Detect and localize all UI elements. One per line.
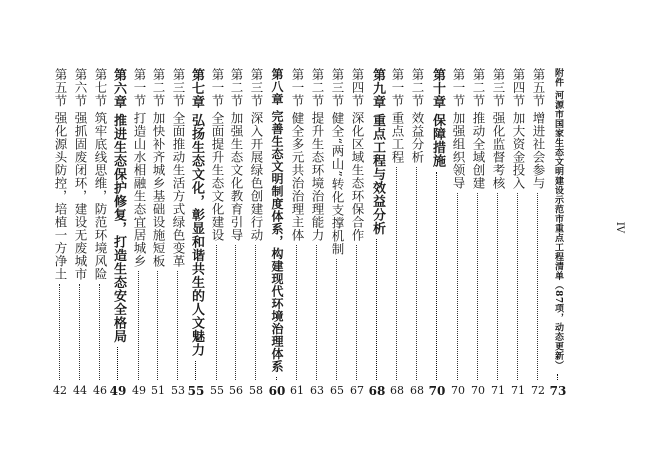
dot-leader <box>376 239 377 380</box>
toc-section-entry <box>90 68 110 400</box>
toc-entry-title: 第四节 深化区域生态环保合作 <box>350 68 365 242</box>
toc-entry-title: 第一节 加强组织领导 <box>451 68 466 190</box>
toc-entry-title: 第一节 健全多元共治治理主体 <box>290 68 305 242</box>
toc-section-entry <box>407 68 427 400</box>
toc-entry-title: 第二节 加快补齐城乡基础设施短板 <box>151 68 166 268</box>
toc-entry-title: 第一节 打造山水相融生态宜居城乡 <box>132 68 147 268</box>
toc-entry-page: 68 <box>368 384 386 398</box>
toc-entry-page: 58 <box>249 384 263 397</box>
dot-leader <box>356 245 357 380</box>
dot-leader <box>537 193 538 380</box>
toc-entry-title: 第四节 加大资金投入 <box>511 68 526 190</box>
dot-leader <box>517 193 518 380</box>
toc-entry-page: 65 <box>330 384 344 397</box>
toc-section-entry <box>70 68 90 400</box>
toc-chapter-entry <box>186 68 206 400</box>
toc-entry-title: 第二节 效益分析 <box>410 68 425 164</box>
toc-chapter-entry <box>427 68 447 400</box>
dot-leader <box>336 259 337 380</box>
toc-entry-page: 42 <box>53 384 67 397</box>
toc-section-entry <box>528 68 548 400</box>
toc-section-entry <box>387 68 407 400</box>
toc-entry-title: 第三节 强化监督考核 <box>491 68 506 190</box>
page-number: IV <box>614 221 626 234</box>
toc-entry-page: 72 <box>531 384 545 397</box>
toc-section-entry <box>50 68 70 400</box>
toc-entry-title: 第三节 全面推动生活方式绿色变革 <box>171 68 186 268</box>
toc-entry-page: 71 <box>491 384 505 397</box>
toc-entry-page: 55 <box>210 384 224 397</box>
toc-section-entry <box>287 68 307 400</box>
dot-leader <box>177 271 178 380</box>
toc-entry-page: 67 <box>350 384 364 397</box>
toc-section-entry <box>448 68 468 400</box>
dot-leader <box>235 245 236 380</box>
toc-section-entry <box>207 68 227 400</box>
dot-leader <box>216 245 217 380</box>
toc-chapter-entry <box>108 68 128 400</box>
toc-entry-page: 56 <box>229 384 243 397</box>
dot-leader <box>59 284 60 380</box>
toc-section-entry <box>246 68 266 400</box>
toc-entry-page: 73 <box>549 384 567 398</box>
dot-leader <box>396 167 397 380</box>
toc-entry-title: 第五节 增进社会参与 <box>531 68 546 190</box>
toc-entry-page: 68 <box>390 384 404 397</box>
dot-leader <box>157 271 158 380</box>
toc-entry-title: 第七章 弘扬生态文化，彰显和谐共生的人文魅力 <box>189 68 204 357</box>
dot-leader <box>416 167 417 380</box>
toc-chapter-entry <box>548 68 568 400</box>
dot-leader <box>79 284 80 380</box>
toc-entry-page: 53 <box>171 384 185 397</box>
toc-chapter-entry <box>367 68 387 400</box>
dot-leader <box>276 377 277 380</box>
toc-entry-title: 第二节 提升生态环境治理能力 <box>310 68 325 242</box>
toc-entry-title: 第三节 健全“两山”转化支撑机制 <box>330 68 345 256</box>
dot-leader <box>457 193 458 380</box>
toc-section-entry <box>226 68 246 400</box>
toc-section-entry <box>307 68 327 400</box>
toc-section-entry <box>129 68 149 400</box>
dot-leader <box>436 172 437 380</box>
toc-entry-title: 第七节 筑牢底线思维，防范环境风险 <box>93 68 108 281</box>
toc-entry-page: 46 <box>93 384 107 397</box>
toc-section-entry <box>327 68 347 400</box>
dot-leader <box>117 347 118 380</box>
dot-leader <box>557 374 558 380</box>
toc-entry-title: 第六节 强抓固废闭环，建设无废城市 <box>73 68 88 281</box>
dot-leader <box>497 193 498 380</box>
dot-leader <box>138 271 139 380</box>
toc-entry-title: 第三节 深入开展绿色创建行动 <box>249 68 264 242</box>
toc-entry-title: 第一节 全面提升生态文化建设 <box>210 68 225 242</box>
toc-entry-page: 44 <box>73 384 87 397</box>
toc-entry-page: 60 <box>268 384 286 398</box>
toc-entry-page: 49 <box>132 384 146 397</box>
toc-entry-page: 70 <box>471 384 485 397</box>
toc-entry-page: 63 <box>310 384 324 397</box>
toc-section-entry <box>508 68 528 400</box>
toc-entry-title: 第九章 重点工程与效益分析 <box>370 68 385 236</box>
toc-chapter-entry <box>267 68 287 400</box>
toc-entry-page: 70 <box>451 384 465 397</box>
toc-section-entry <box>468 68 488 400</box>
toc-section-entry <box>488 68 508 400</box>
toc-entry-page: 51 <box>151 384 165 397</box>
toc-entry-title: 附件 河源市国家生态文明建设示范市重点工程清单（87项，动态更新） <box>553 68 563 371</box>
toc-entry-title: 第一节 重点工程 <box>390 68 405 164</box>
toc-entry-title: 第六章 推进生态保护修复，打造生态安全格局 <box>111 68 126 344</box>
dot-leader <box>99 284 100 380</box>
toc-section-entry <box>168 68 188 400</box>
toc-entry-page: 68 <box>410 384 424 397</box>
toc-section-entry <box>347 68 367 400</box>
toc-entry-page: 61 <box>290 384 304 397</box>
dot-leader <box>255 245 256 380</box>
toc-entry-title: 第十章 保障措施 <box>430 68 445 168</box>
toc-entry-page: 49 <box>109 384 127 398</box>
toc-entry-title: 第五节 强化源头防控，培植一方净土 <box>53 68 68 281</box>
toc-section-entry <box>148 68 168 400</box>
dot-leader <box>316 245 317 380</box>
toc-entry-page: 70 <box>428 384 446 398</box>
toc-entry-title: 第八章 完善生态文明制度体系，构建现代环境治理体系 <box>270 68 284 373</box>
dot-leader <box>296 245 297 380</box>
dot-leader <box>195 361 196 380</box>
toc-entry-page: 55 <box>187 384 205 398</box>
toc-entry-title: 第二节 加强生态文化教育引导 <box>229 68 244 242</box>
toc-entry-title: 第二节 推动全域创建 <box>471 68 486 190</box>
toc-entry-page: 71 <box>511 384 525 397</box>
dot-leader <box>477 193 478 380</box>
